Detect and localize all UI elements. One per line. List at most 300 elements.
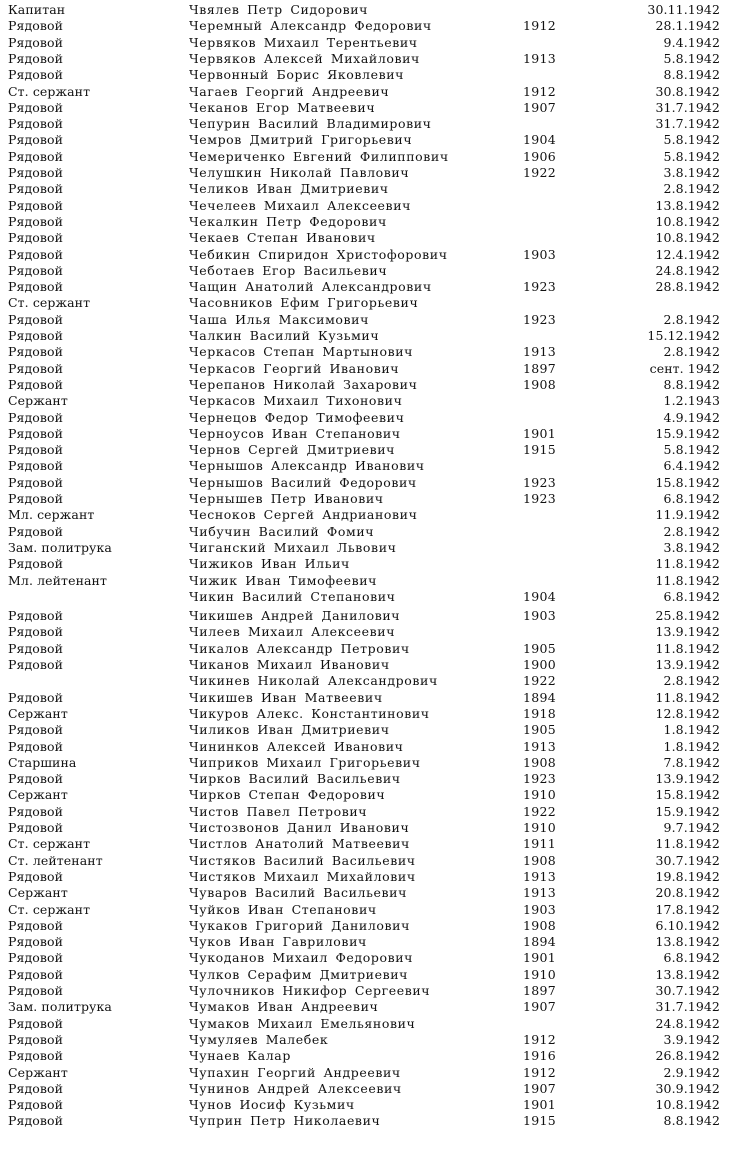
list-item [0,869,733,885]
name-cell: Чернышов Василий Федорович [189,474,417,490]
birth-year-cell: 1903 [523,901,557,917]
name-cell: Чикишев Андрей Данилович [189,608,401,624]
list-item [0,165,733,181]
list-item [0,132,733,148]
birth-year-cell: 1908 [523,852,557,868]
date-cell: 6.4.1942 [663,458,720,474]
list-item [0,35,733,51]
list-item [0,755,733,771]
birth-year-cell: 1913 [523,344,557,360]
rank-cell: Рядовой [8,738,64,754]
list-item [0,198,733,214]
birth-year-cell: 1906 [523,148,557,164]
name-cell: Чистяков Михаил Михайлович [189,868,416,884]
rank-cell: Сержант [8,393,68,409]
birth-year-cell: 1901 [523,425,557,441]
date-cell: 9.7.1942 [663,820,720,835]
date-cell: 15.12.1942 [647,328,720,343]
rank-cell: Рядовой [8,966,64,982]
list-item [0,100,733,116]
date-cell: 24.8.1942 [655,1015,720,1031]
list-item [0,950,733,966]
date-cell: 11.9.1942 [655,507,720,523]
rank-cell: Рядовой [8,67,64,83]
rank-cell: Рядовой [8,1031,64,1047]
date-cell: 11.8.1942 [655,556,720,572]
list-item [0,1065,733,1081]
list-item [0,589,733,605]
rank-cell: Рядовой [8,624,64,640]
date-cell: 2.8.1942 [663,181,720,197]
list-item [0,181,733,197]
name-cell: Червяков Алексей Михайлович [189,50,420,66]
date-cell: сент. 1942 [649,360,720,376]
list-item [0,608,733,624]
date-cell: 2.8.1942 [663,523,720,539]
list-item [0,1113,733,1129]
birth-year-cell: 1910 [523,787,557,803]
name-cell: Чилеев Михаил Алексеевич [189,624,396,640]
list-item [0,247,733,263]
date-cell: 19.8.1942 [655,868,720,884]
date-cell: 2.8.1942 [663,311,720,327]
name-cell: Чумуляев Малебек [189,1031,329,1047]
name-cell: Чернов Сергей Дмитриевич [189,442,396,458]
rank-cell: Рядовой [8,99,64,115]
rank-cell: Рядовой [8,1048,64,1064]
name-cell: Чупахин Георгий Андреевич [189,1064,401,1080]
date-cell: 26.8.1942 [655,1048,720,1064]
rank-cell: Рядовой [8,181,64,197]
birth-year-cell: 1901 [523,950,557,966]
list-item [0,2,733,18]
name-cell: Чепурин Василий Владимирович [189,116,432,132]
name-cell: Челиков Иван Дмитриевич [189,181,389,197]
date-cell: 13.9.1942 [655,624,720,640]
rank-cell: Рядовой [8,344,64,360]
date-cell: 3.9.1942 [663,1031,720,1047]
birth-year-cell: 1915 [523,442,557,458]
birth-year-cell: 1901 [523,1097,557,1113]
birth-year-cell: 1918 [523,705,557,721]
rank-cell: Рядовой [8,803,64,819]
list-item [0,556,733,572]
rank-cell: Рядовой [8,197,64,213]
name-cell: Чунов Иосиф Кузьмич [189,1097,355,1113]
list-item [0,918,733,934]
birth-year-cell: 1923 [523,474,557,490]
birth-year-cell: 1905 [523,640,557,656]
date-cell: 3.8.1942 [663,165,720,180]
name-cell: Чернышев Петр Иванович [189,491,384,506]
rank-cell: Рядовой [8,132,64,148]
rank-cell: Ст. сержант [8,295,91,311]
rank-cell: Капитан [8,2,66,17]
date-cell: 11.8.1942 [655,640,720,656]
birth-year-cell: 1905 [523,722,557,738]
list-item [0,999,733,1015]
date-cell: 5.8.1942 [663,442,720,458]
birth-year-cell: 1913 [523,868,557,884]
rank-cell: Рядовой [8,556,64,572]
date-cell: 12.8.1942 [655,705,720,721]
name-cell: Чукаков Григорий Данилович [189,917,410,933]
name-cell: Чирков Василий Васильевич [189,771,401,787]
rank-cell: Рядовой [8,442,64,458]
name-cell: Чулочников Никифор Сергеевич [189,983,431,998]
name-cell: Чижик Иван Тимофеевич [189,572,378,588]
name-cell: Чининков Алексей Иванович [189,738,404,754]
rank-cell: Рядовой [8,376,64,392]
birth-year-cell: 1908 [523,754,557,770]
list-item [0,836,733,852]
date-cell: 13.9.1942 [655,771,720,787]
rank-cell: Рядовой [8,246,64,262]
rank-cell: Старшина [8,754,77,770]
date-cell: 5.8.1942 [663,132,720,148]
list-item [0,624,733,640]
list-item [0,573,733,589]
date-cell: 13.8.1942 [655,197,720,213]
list-item [0,739,733,755]
date-cell: 15.8.1942 [655,474,720,490]
list-item [0,853,733,869]
rank-cell: Рядовой [8,689,64,705]
name-cell: Чуприн Петр Николаевич [189,1113,381,1129]
name-cell: Чернышов Александр Иванович [189,458,425,474]
rank-cell: Мл. лейтенант [8,572,107,588]
list-item [0,116,733,132]
birth-year-cell: 1923 [523,491,557,506]
name-cell: Чикишев Иван Матвеевич [189,689,383,705]
date-cell: 1.8.1942 [663,738,720,754]
list-item [0,1081,733,1097]
name-cell: Чиприков Михаил Григорьевич [189,754,421,770]
rank-cell: Рядовой [8,1080,64,1096]
name-cell: Чумаков Михаил Емельянович [189,1015,416,1031]
date-cell: 20.8.1942 [655,885,720,901]
birth-year-cell: 1908 [523,376,557,392]
birth-year-cell: 1913 [523,738,557,754]
name-cell: Чижиков Иван Ильич [189,556,350,572]
rank-cell: Рядовой [8,983,64,998]
list-item [0,328,733,344]
rank-cell: Рядовой [8,425,64,441]
birth-year-cell: 1922 [523,673,557,689]
date-cell: 30.9.1942 [655,1080,720,1096]
rank-cell: Сержант [8,705,68,721]
name-cell: Черноусов Иван Степанович [189,425,401,441]
list-item [0,673,733,689]
list-item [0,458,733,474]
birth-year-cell: 1897 [523,983,557,998]
rank-cell: Рядовой [8,934,64,950]
date-cell: 2.8.1942 [663,673,720,689]
birth-year-cell: 1915 [523,1113,557,1129]
name-cell: Чикуров Алекс. Константинович [189,705,430,721]
birth-year-cell: 1897 [523,360,557,376]
rank-cell: Рядовой [8,409,64,425]
list-item [0,524,733,540]
name-cell: Чуйков Иван Степанович [189,901,377,917]
name-cell: Часовников Ефим Григорьевич [189,295,419,311]
birth-year-cell: 1912 [523,18,557,34]
date-cell: 12.4.1942 [655,246,720,262]
list-item [0,1048,733,1064]
birth-year-cell: 1900 [523,657,557,672]
name-cell: Черкасов Степан Мартынович [189,344,414,360]
name-cell: Чемериченко Евгений Филиппович [189,148,449,164]
name-cell: Чистов Павел Петрович [189,803,368,819]
list-item [0,804,733,820]
name-cell: Челушкин Николай Павлович [189,165,410,180]
date-cell: 5.8.1942 [663,148,720,164]
name-cell: Чесноков Сергей Андрианович [189,507,418,523]
rank-cell: Ст. сержант [8,901,91,917]
rank-cell: Рядовой [8,116,64,132]
rank-cell: Зам. политрука [8,539,112,555]
birth-year-cell: 1923 [523,771,557,787]
name-cell: Чунинов Андрей Алексеевич [189,1080,402,1096]
name-cell: Чунаев Калар [189,1048,291,1064]
list-item [0,475,733,491]
list-item [0,149,733,165]
name-cell: Чебикин Спиридон Христофорович [189,246,448,262]
date-cell: 10.8.1942 [655,230,720,246]
name-cell: Чукоданов Михаил Федорович [189,950,414,966]
list-item [0,51,733,67]
list-item [0,410,733,426]
name-cell: Чемров Дмитрий Григорьевич [189,132,413,148]
list-item [0,1032,733,1048]
rank-cell: Рядовой [8,950,64,966]
birth-year-cell: 1922 [523,803,557,819]
birth-year-cell: 1903 [523,246,557,262]
name-cell: Чуваров Василий Васильевич [189,885,407,901]
rank-cell: Рядовой [8,474,64,490]
date-cell: 6.8.1942 [663,588,720,604]
birth-year-cell: 1912 [523,1031,557,1047]
name-cell: Черкасов Георгий Иванович [189,360,400,376]
rank-cell: Мл. сержант [8,507,95,523]
name-cell: Чечелеев Михаил Алексеевич [189,197,411,213]
rank-cell: Рядовой [8,523,64,539]
list-item [0,820,733,836]
rank-cell: Рядовой [8,1015,64,1031]
rank-cell: Рядовой [8,458,64,474]
birth-year-cell: 1907 [523,99,557,115]
birth-year-cell: 1907 [523,1080,557,1096]
date-cell: 11.8.1942 [655,836,720,852]
date-cell: 28.8.1942 [655,279,720,295]
date-cell: 15.9.1942 [655,803,720,819]
date-cell: 30.7.1942 [655,983,720,998]
rank-cell: Ст. сержант [8,836,91,852]
name-cell: Черепанов Николай Захарович [189,376,418,392]
birth-year-cell: 1922 [523,165,557,180]
rank-cell: Сержант [8,885,68,901]
date-cell: 17.8.1942 [655,901,720,917]
birth-year-cell: 1912 [523,83,557,99]
list-item [0,295,733,311]
date-cell: 2.8.1942 [663,344,720,360]
date-cell: 24.8.1942 [655,262,720,278]
rank-cell: Рядовой [8,360,64,376]
rank-cell: Ст. лейтенант [8,852,103,868]
list-item [0,540,733,556]
name-cell: Чиликов Иван Дмитриевич [189,722,390,738]
birth-year-cell: 1894 [523,689,557,705]
birth-year-cell: 1910 [523,966,557,982]
date-cell: 6.8.1942 [663,950,720,966]
list-item [0,442,733,458]
name-cell: Черемный Александр Федорович [189,18,432,34]
list-item [0,84,733,100]
list-item [0,1016,733,1032]
name-cell: Чуков Иван Гаврилович [189,934,367,950]
name-cell: Чулков Серафим Дмитриевич [189,966,409,982]
rank-cell: Рядовой [8,657,64,672]
list-item [0,67,733,83]
name-cell: Чикин Василий Степанович [189,588,396,604]
birth-year-cell: 1904 [523,132,557,148]
birth-year-cell: 1903 [523,608,557,624]
name-cell: Чекалкин Петр Федорович [189,213,387,229]
rank-cell: Рядовой [8,1097,64,1113]
date-cell: 3.8.1942 [663,539,720,555]
rank-cell: Рядовой [8,165,64,180]
date-cell: 1.8.1942 [663,722,720,738]
name-cell: Чистозвонов Данил Иванович [189,820,410,835]
name-cell: Чернецов Федор Тимофеевич [189,409,405,425]
rank-cell: Рядовой [8,868,64,884]
date-cell: 11.8.1942 [655,572,720,588]
birth-year-cell: 1913 [523,885,557,901]
list-item [0,657,733,673]
list-item [0,983,733,999]
birth-year-cell: 1912 [523,1064,557,1080]
date-cell: 5.8.1942 [663,50,720,66]
name-cell: Чеботаев Егор Васильевич [189,262,388,278]
name-cell: Чистлов Анатолий Матвеевич [189,836,410,852]
date-cell: 25.8.1942 [655,608,720,624]
rank-cell: Рядовой [8,18,64,34]
name-cell: Чеканов Егор Матвеевич [189,99,376,115]
date-cell: 31.7.1942 [655,116,720,132]
name-cell: Чирков Степан Федорович [189,787,386,803]
list-item [0,934,733,950]
list-item [0,426,733,442]
rank-cell: Рядовой [8,262,64,278]
rank-cell: Рядовой [8,722,64,738]
date-cell: 13.8.1942 [655,934,720,950]
list-item [0,263,733,279]
rank-cell: Рядовой [8,148,64,164]
name-cell: Черкасов Михаил Тихонович [189,393,403,409]
date-cell: 15.9.1942 [655,425,720,441]
date-cell: 30.8.1942 [655,83,720,99]
rank-cell: Рядовой [8,820,64,835]
rank-cell: Рядовой [8,213,64,229]
date-cell: 30.7.1942 [655,852,720,868]
rank-cell: Рядовой [8,279,64,295]
name-cell: Чикалов Александр Петрович [189,640,410,656]
birth-year-cell: 1894 [523,934,557,950]
list-item [0,507,733,523]
list-item [0,902,733,918]
birth-year-cell: 1916 [523,1048,557,1064]
date-cell: 4.9.1942 [663,409,720,425]
name-cell: Чикинев Николай Александрович [189,673,438,689]
name-cell: Чистяков Василий Васильевич [189,852,416,868]
date-cell: 6.8.1942 [663,491,720,506]
birth-year-cell: 1904 [523,588,557,604]
rank-cell: Зам. политрука [8,999,112,1015]
birth-year-cell: 1911 [523,836,557,852]
rank-cell: Рядовой [8,640,64,656]
list-item [0,230,733,246]
list-item [0,18,733,34]
name-cell: Чащин Анатолий Александрович [189,279,432,295]
rank-cell: Рядовой [8,917,64,933]
birth-year-cell: 1907 [523,999,557,1015]
rank-cell: Сержант [8,787,68,803]
list-item [0,361,733,377]
date-cell: 31.7.1942 [655,999,720,1015]
rank-cell: Рядовой [8,1113,64,1129]
rank-cell: Рядовой [8,50,64,66]
name-cell: Чалкин Василий Кузьмич [189,328,380,343]
list-item [0,279,733,295]
list-item [0,312,733,328]
date-cell: 8.8.1942 [663,376,720,392]
name-cell: Червяков Михаил Терентьевич [189,34,418,50]
date-cell: 10.8.1942 [655,213,720,229]
list-item [0,967,733,983]
date-cell: 8.8.1942 [663,67,720,83]
name-cell: Чвялев Петр Сидорович [189,2,369,17]
date-cell: 1.2.1943 [663,393,720,409]
list-item [0,214,733,230]
name-cell: Червонный Борис Яковлевич [189,67,405,83]
list-item [0,885,733,901]
name-cell: Чагаев Георгий Андреевич [189,83,390,99]
birth-year-cell: 1913 [523,50,557,66]
name-cell: Чиканов Михаил Иванович [189,657,390,672]
name-cell: Чибучин Василий Фомич [189,523,375,539]
birth-year-cell: 1923 [523,279,557,295]
date-cell: 2.9.1942 [663,1064,720,1080]
date-cell: 10.8.1942 [655,1097,720,1113]
date-cell: 28.1.1942 [655,18,720,34]
list-item [0,722,733,738]
rank-cell: Сержант [8,1064,68,1080]
name-cell: Чиганский Михаил Львович [189,539,397,555]
date-cell: 13.9.1942 [655,657,720,672]
list-item [0,787,733,803]
rank-cell: Рядовой [8,491,64,506]
rank-cell: Рядовой [8,771,64,787]
rank-cell: Рядовой [8,34,64,50]
date-cell: 15.8.1942 [655,787,720,803]
list-item [0,1097,733,1113]
date-cell: 11.8.1942 [655,689,720,705]
date-cell: 8.8.1942 [663,1113,720,1129]
rank-cell: Рядовой [8,230,64,246]
date-cell: 7.8.1942 [663,754,720,770]
date-cell: 9.4.1942 [663,34,720,50]
list-item [0,393,733,409]
